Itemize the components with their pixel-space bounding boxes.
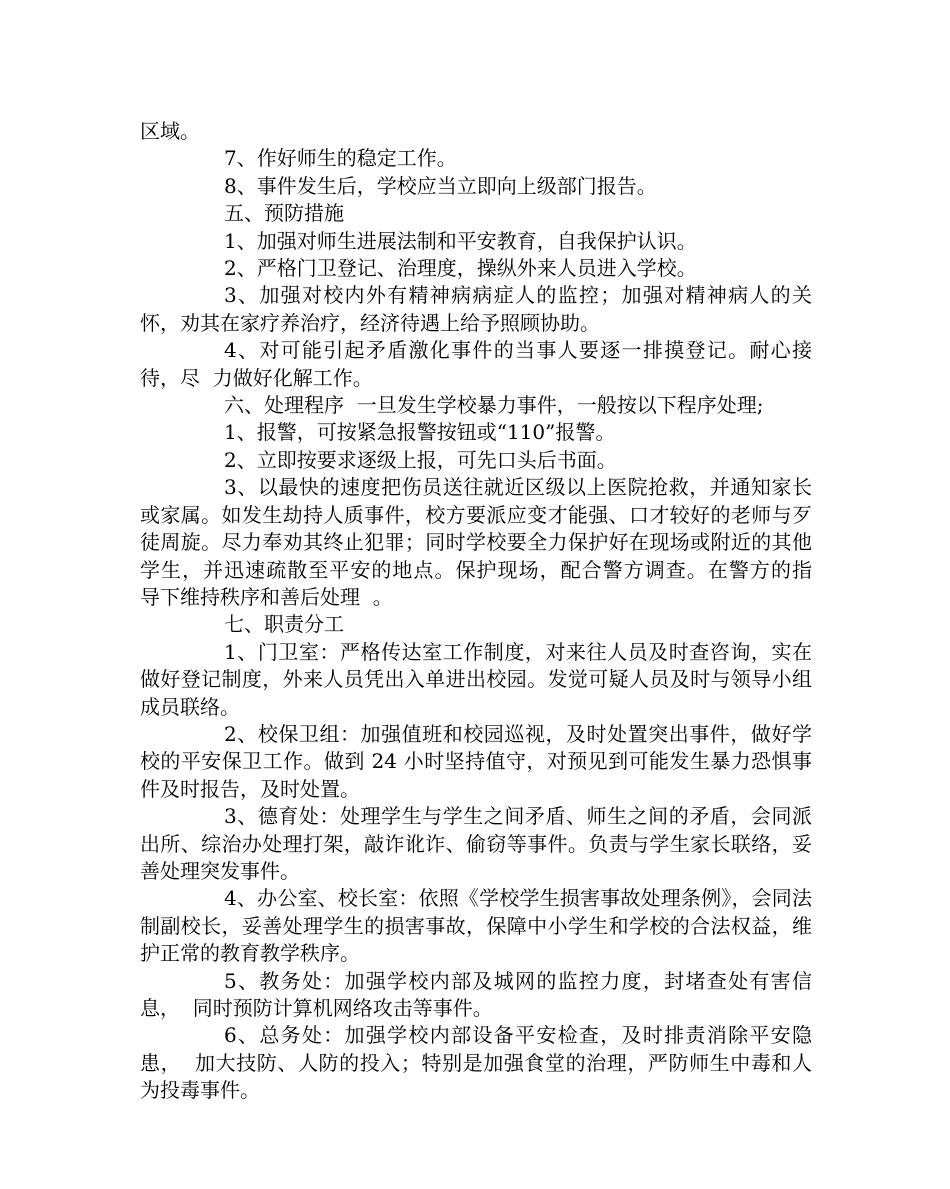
- document-page: [140, 118, 825, 1105]
- paragraph: 4、对可能引起矛盾激化事件的当事人要逐一排摸登记。耐心接待，尽 力做好化解工作。: [140, 338, 812, 390]
- paragraph: 3、加强对校内外有精神病病症人的监控；加强对精神病人的关怀，劝其在家疗养治疗，经济待遇上给予照顾协助。: [140, 283, 812, 335]
- paragraph: 1、门卫室：严格传达室工作制度，对来往人员及时查咨询，实在做好登记制度，外来人员凭出入单进出校园。发觉可疑人员及时与领导小组成员联络。: [140, 639, 812, 719]
- paragraph: 5、教务处：加强学校内部及城网的监控力度，封堵查处有害信息， 同时预防计算机网络攻击等事件。: [140, 968, 812, 1020]
- paragraph: 3、以最快的速度把伤员送往就近区级以上医院抢救，并通知家长或家属。如发生劫持人质事件，校方要派应变才能强、口才较好的老师与歹徒周旋。尽力奉劝其终止犯罪；同时学校要全力保护好在现场或附近的其他学生，并迅速疏散至平安的地点。保护现场，配合警方调查。在警方的指 导下维持秩序和善后处理 。: [140, 475, 825, 609]
- section-heading: 五、预防措施: [224, 201, 344, 226]
- paragraph: 2、严格门卫登记、治理度，操纵外来人员进入学校。: [224, 256, 697, 281]
- paragraph: 6、总务处：加强学校内部设备平安检查，及时排责消除平安隐患， 加大技防、人防的投入；特别是加强食堂的治理，严防师生中毒和人为投毒事件。: [140, 1023, 812, 1103]
- paragraph: 2、校保卫组：加强值班和校园巡视，及时处置突出事件，做好学校的平安保卫工作。做到 24 小时坚持值守，对预见到可能发生暴力恐惧事件及时报告，及时处置。: [140, 721, 812, 801]
- paragraph: 7、作好师生的稳定工作。: [224, 146, 457, 171]
- paragraph: 2、立即按要求逐级上报，可先口头后书面。: [224, 447, 617, 472]
- section-heading: 七、职责分工: [224, 612, 344, 637]
- paragraph: 1、加强对师生进展法制和平安教育，自我保护认识。: [224, 228, 697, 253]
- paragraph: 3、德育处：处理学生与学生之间矛盾、师生之间的矛盾，会同派出所、综治办处理打架，敲诈讹诈、偷窃等事件。负责与学生家长联络，妥善处理突发事件。: [140, 804, 812, 883]
- paragraph: 区域。: [140, 119, 200, 143]
- paragraph: 8、事件发生后，学校应当立即向上级部门报告。: [224, 173, 657, 198]
- section-heading: 六、处理程序 一旦发生学校暴力事件，一般按以下程序处理;: [224, 393, 764, 418]
- paragraph: 4、办公室、校长室：依照《学校学生损害事故处理条例》，会同法制副校长，妥善处理学生的损害事故，保障中小学生和学校的合法权益，维护正常的教育教学秩序。: [140, 886, 812, 966]
- paragraph: 1、报警，可按紧急报警按钮或“110”报警。: [224, 420, 616, 445]
